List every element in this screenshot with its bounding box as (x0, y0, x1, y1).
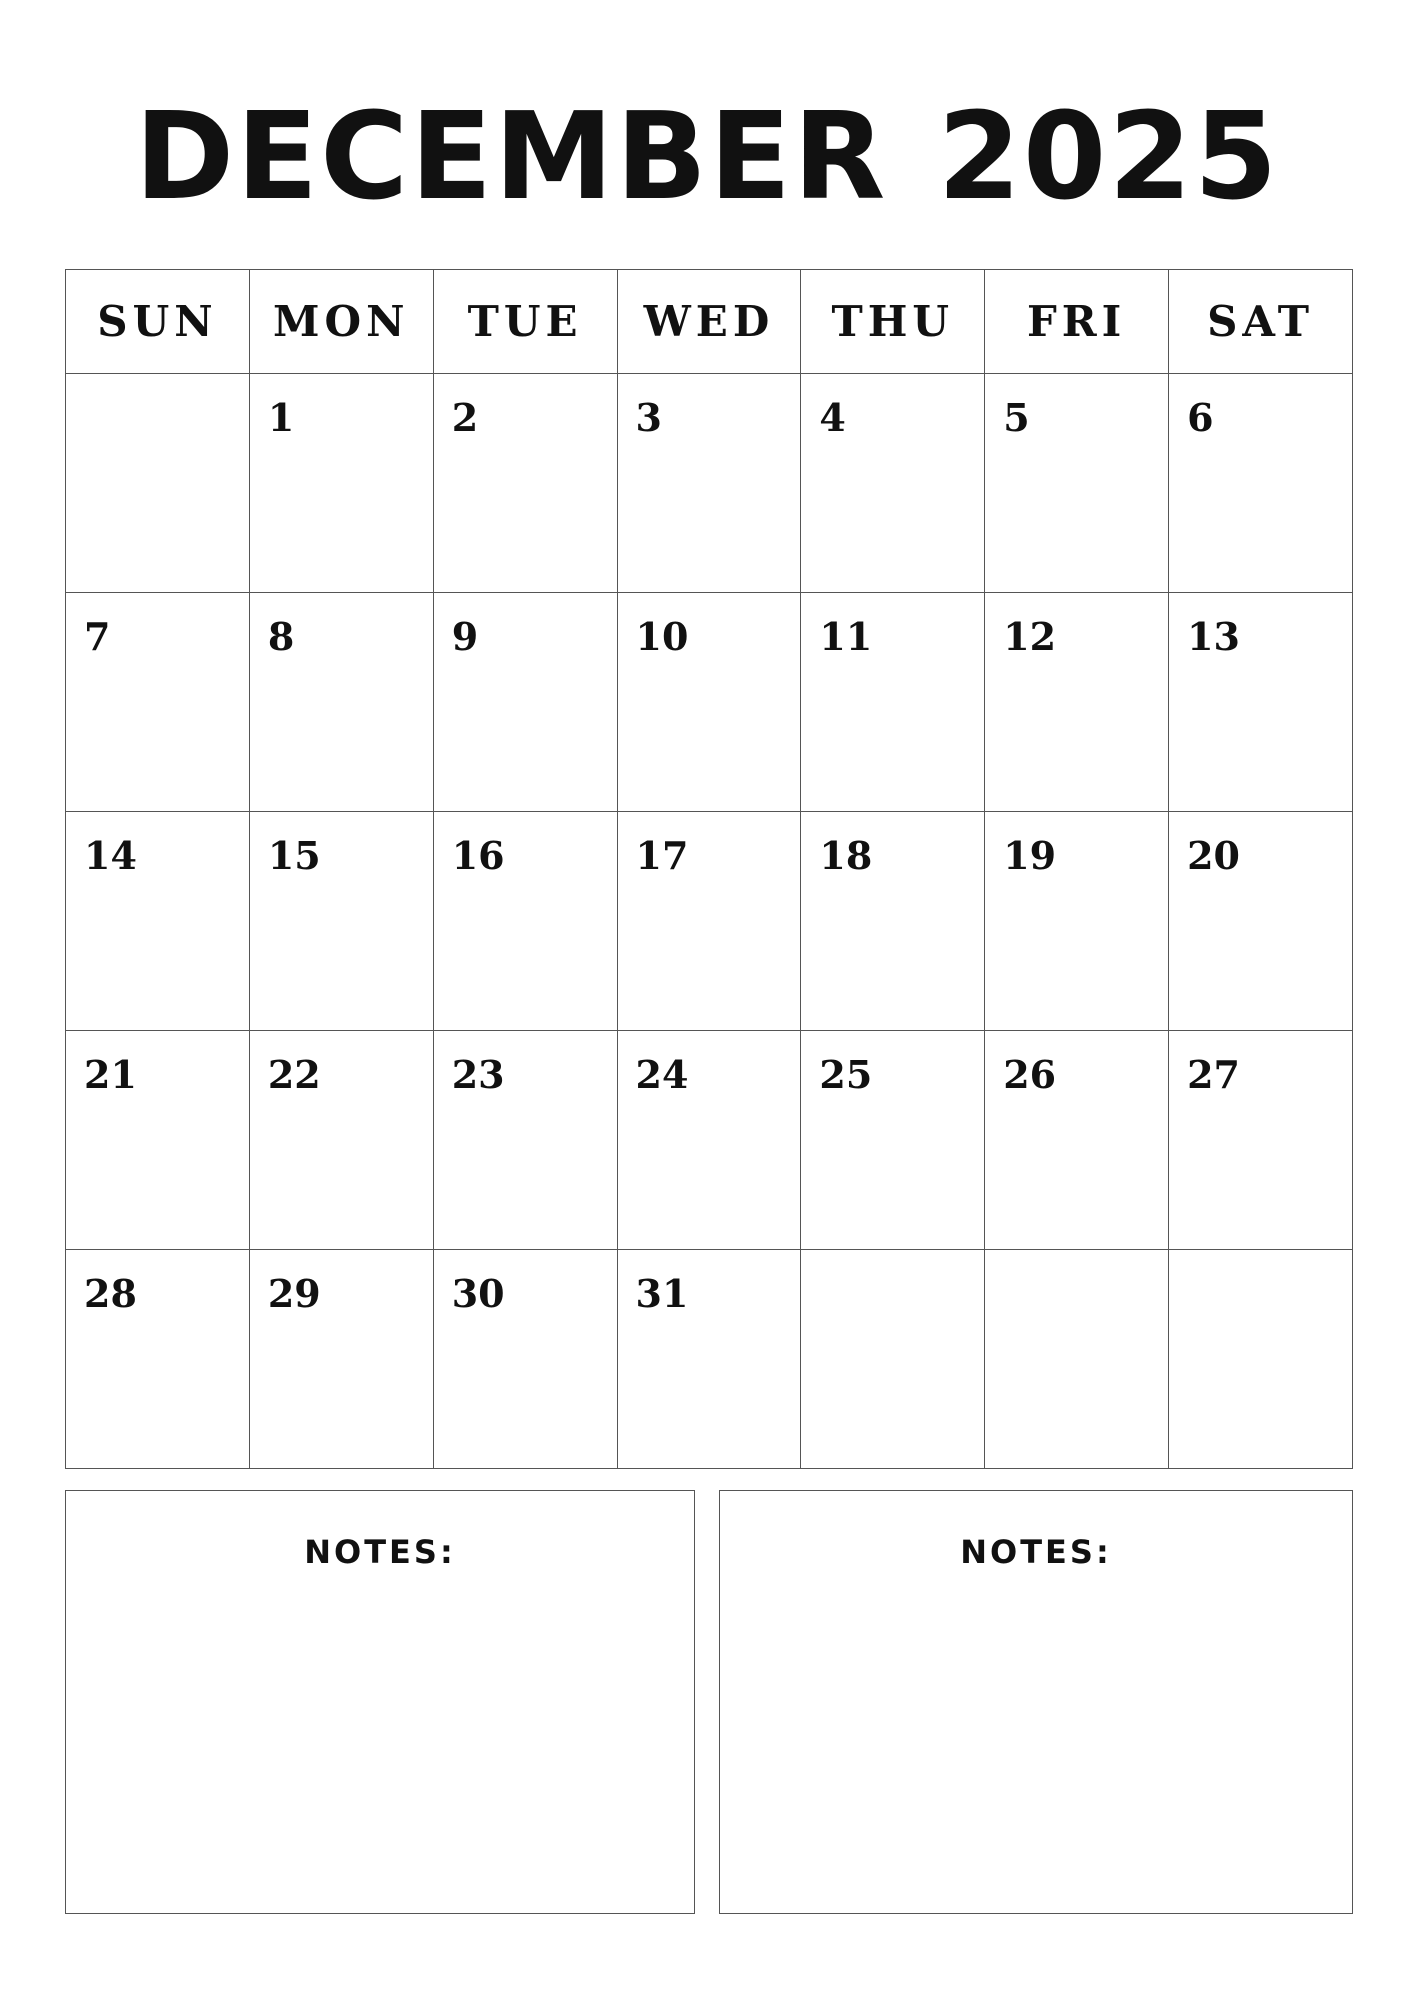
notes-box-left[interactable] (65, 1490, 695, 1914)
weekday-header-tue: TUE (433, 270, 617, 374)
day-cell (249, 593, 433, 812)
weekday-header-sat: SAT (1169, 270, 1353, 374)
day-cell (617, 593, 801, 812)
day-cell (1169, 374, 1353, 593)
day-number: 21 (84, 1052, 137, 1097)
day-cell (985, 1031, 1169, 1250)
day-cell (617, 1250, 801, 1469)
day-number: 9 (451, 614, 479, 659)
day-number (66, 374, 249, 396)
day-number: 12 (1003, 614, 1057, 659)
day-cell (66, 593, 250, 812)
day-cell (249, 374, 433, 593)
weekday-header-sun: SUN (66, 270, 250, 374)
day-number: 31 (635, 1271, 689, 1316)
weekday-header-fri: FRI (985, 270, 1169, 374)
day-number: 5 (1003, 395, 1030, 440)
day-number: 14 (84, 833, 137, 878)
day-number: 13 (1187, 614, 1240, 659)
week-row (66, 593, 1353, 812)
day-cell (1169, 593, 1353, 812)
title-year: 2025 (937, 88, 1280, 227)
weekday-header-mon: MON (249, 270, 433, 374)
day-cell (1169, 812, 1353, 1031)
week-row (66, 812, 1353, 1031)
title-month: DECEMBER (134, 88, 888, 227)
weekday-header-row (66, 270, 1353, 374)
day-cell (66, 374, 250, 593)
day-number: 24 (635, 1052, 689, 1097)
notes-label: NOTES: (304, 1533, 456, 1571)
day-cell (433, 374, 617, 593)
day-number: 19 (1003, 833, 1057, 878)
day-number: 2 (451, 395, 479, 440)
day-number: 28 (84, 1271, 137, 1316)
day-cell (249, 1031, 433, 1250)
calendar-title (0, 88, 1414, 228)
day-number: 10 (635, 614, 689, 659)
day-cell (433, 1031, 617, 1250)
day-cell (617, 1031, 801, 1250)
day-cell (801, 1250, 985, 1469)
day-cell (801, 593, 985, 812)
day-cell (66, 1031, 250, 1250)
day-number: 18 (819, 833, 873, 878)
day-cell (1169, 1031, 1353, 1250)
day-cell (801, 812, 985, 1031)
day-number: 25 (819, 1052, 873, 1097)
day-number: 26 (1003, 1052, 1057, 1097)
day-number (1169, 1250, 1352, 1272)
day-number: 23 (451, 1052, 505, 1097)
day-number: 1 (267, 395, 295, 440)
week-row (66, 1031, 1353, 1250)
day-number: 8 (267, 614, 295, 659)
day-cell (433, 812, 617, 1031)
day-number: 6 (1187, 395, 1214, 440)
week-row (66, 1250, 1353, 1469)
day-cell (433, 593, 617, 812)
day-cell (617, 812, 801, 1031)
day-number: 15 (267, 833, 321, 878)
day-cell (249, 1250, 433, 1469)
day-number (801, 1250, 984, 1272)
day-cell (985, 1250, 1169, 1469)
week-row (66, 374, 1353, 593)
notes-box-right[interactable] (719, 1490, 1353, 1914)
day-cell (249, 812, 433, 1031)
notes-label: NOTES: (960, 1533, 1112, 1571)
day-number: 30 (451, 1271, 505, 1316)
day-number: 4 (819, 395, 846, 440)
day-cell (66, 1250, 250, 1469)
day-cell (617, 374, 801, 593)
day-number: 16 (451, 833, 505, 878)
day-cell (985, 593, 1169, 812)
calendar-grid (65, 269, 1353, 1469)
day-number: 3 (635, 395, 662, 440)
weekday-header-thu: THU (801, 270, 985, 374)
day-cell (66, 812, 250, 1031)
day-number: 27 (1187, 1052, 1240, 1097)
day-number: 29 (267, 1271, 321, 1316)
day-number: 11 (819, 614, 873, 659)
day-cell (985, 812, 1169, 1031)
day-number (985, 1250, 1168, 1272)
weekday-header-wed: WED (617, 270, 801, 374)
day-cell (985, 374, 1169, 593)
day-number: 17 (635, 833, 689, 878)
day-number: 20 (1187, 833, 1240, 878)
day-cell (433, 1250, 617, 1469)
day-cell (801, 1031, 985, 1250)
day-number: 22 (267, 1052, 321, 1097)
day-cell (1169, 1250, 1353, 1469)
day-number: 7 (84, 614, 111, 659)
day-cell (801, 374, 985, 593)
